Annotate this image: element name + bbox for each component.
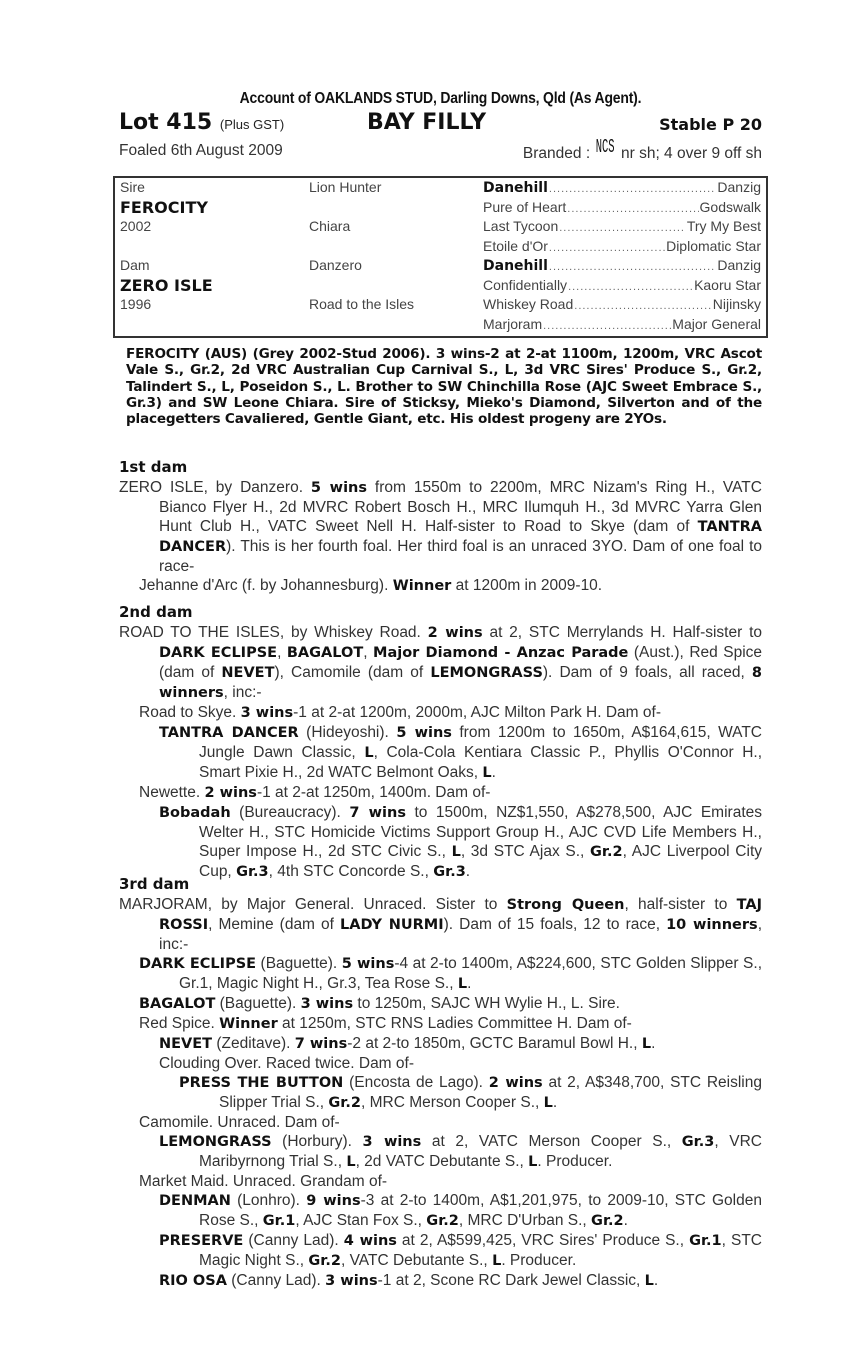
pedigree-paragraph: ROAD TO THE ISLES, by Whiskey Road. 2 wins at 2, STC Merrylands H. Half-sister to DARK ECLIPSE, BAGALOT, Major Diamond - Anzac Parade (Aust.), Red Spice (dam of NEVET), Camomile (dam of LEMONGRASS). Dam of 9 foals, all raced, 8 winners, inc:- — [119, 624, 763, 701]
ancestor-sire: Nijinsky — [712, 296, 761, 312]
pedigree-paragraph: Market Maid. Unraced. Grandam of- — [139, 1173, 388, 1190]
pedigree-paragraph: Road to Skye. 3 wins-1 at 2-at 1200m, 2000m, AJC Milton Park H. Dam of- — [139, 704, 661, 721]
vendor-account: Account of OAKLANDS STUD, Darling Downs, Qld (As Agent). — [239, 90, 642, 107]
horse-type: BAY FILLY — [367, 110, 487, 135]
pedigree-paragraph: Red Spice. Winner at 1250m, STC RNS Ladies Committee H. Dam of- — [139, 1015, 632, 1032]
sire-description: FEROCITY (AUS) (Grey 2002-Stud 2006). 3 wins-2 at 2-at 1100m, 1200m, VRC Ascot Vale S., Gr.2, 2d VRC Australian Cup Carnival S., L, 3d VRC Sires' Produce S., Gr.2, Talindert S., L, Poseidon S., L. Brother to SW Chinchilla Rose (AJC Sweet Embrace S., Gr.3) and SW Leone Chiara. Sire of Sticksy, Mieko's Diamond, Silverton and of the placegetters Cavaliered, Gentle Giant, etc. His oldest progeny are 2YOs. — [126, 346, 762, 428]
sire-name: FEROCITY — [120, 197, 208, 217]
ancestor-sire: Try My Best — [686, 218, 761, 234]
stable-number: Stable P 20 — [659, 115, 762, 134]
pedigree-line — [483, 198, 761, 218]
lot-label: Lot 415 — [119, 110, 213, 135]
pedigree-cell: Dam — [120, 257, 150, 273]
ancestor-name: Etoile d'Or — [483, 237, 548, 254]
pedigree-line — [483, 237, 761, 257]
pedigree-cell: 1996 — [120, 296, 152, 312]
section-title: 2nd dam — [119, 603, 193, 621]
ancestor-name: Marjoram — [483, 315, 543, 332]
pedigree-paragraph: TANTRA DANCER (Hideyoshi). 5 wins from 1200m to 1650m, A$164,615, WATC Jungle Dawn Classic, L, Cola-Cola Kentiara Classic P., Phyllis O'Connor H., Smart Pixie H., 2d WATC Belmont Oaks, L. — [159, 724, 762, 781]
pedigree-paragraph: Jehanne d'Arc (f. by Johannesburg). Winner at 1200m in 2009-10. — [139, 577, 603, 594]
ancestor-name: Danehill — [483, 258, 548, 274]
pedigree-line — [483, 217, 761, 237]
pedigree-paragraph: RIO OSA (Canny Lad). 3 wins-1 at 2, Scone RC Dark Jewel Classic, L. — [159, 1272, 659, 1289]
pedigree-cell: 2002 — [120, 218, 152, 234]
lot-row — [119, 110, 762, 140]
pedigree-cell: Chiara — [309, 218, 351, 234]
dam-body — [119, 623, 762, 882]
pedigree-line — [483, 295, 761, 315]
branded-info — [522, 136, 762, 164]
ancestor-sire: Major General — [672, 315, 761, 332]
pedigree-cell — [309, 315, 479, 335]
pedigree-paragraph: Bobadah (Bureaucracy). 7 wins to 1500m, NZ$1,550, A$278,500, AJC Emirates Welter H., STC Homicide Victims Support Group H., AJC CVD Life Members H., Super Impose H., 2d STC Civic S., L, 3d STC Ajax S., Gr.2, AJC Liverpool City Cup, Gr.3, 4th STC Concorde S., Gr.3. — [159, 804, 763, 880]
leader-dots — [567, 200, 698, 220]
pedigree-paragraph: Clouding Over. Raced twice. Dam of- — [159, 1055, 414, 1072]
pedigree-paragraph: ZERO ISLE, by Danzero. 5 wins from 1550m to 2200m, MRC Nizam's Ring H., VATC Bianco Flyer H., 2d MVRC Robert Bosch H., MRC Ilumquh H., 3d MVRC Yarra Glen Hunt Club H., VATC Sweet Nell H. Half-sister to Road to Skye (dam of TANTRA DANCER). This is her fourth foal. Her third foal is an unraced 3YO. Dam of one foal to race- — [119, 479, 762, 575]
pedigree-cell — [309, 276, 479, 296]
gst-note: (Plus GST) — [219, 117, 285, 132]
pedigree-paragraph: DENMAN (Lonhro). 9 wins-3 at 2-to 1400m, A$1,201,975, to 2009-10, STC Golden Rose S., Gr.1, AJC Stan Fox S., Gr.2, MRC D'Urban S., Gr.2. — [159, 1192, 762, 1229]
pedigree-paragraph: LEMONGRASS (Horbury). 3 wins at 2, VATC Merson Cooper S., Gr.3, VRC Maribyrnong Trial S., L, 2d VATC Debutante S., L. Producer. — [159, 1133, 762, 1170]
leader-dots — [543, 317, 671, 337]
pedigree-paragraph: Camomile. Unraced. Dam of- — [139, 1114, 340, 1131]
ancestor-sire: Kaoru Star — [694, 276, 761, 293]
pedigree-paragraph: NEVET (Zeditave). 7 wins-2 at 2-to 1850m, GCTC Baramul Bowl H., L. — [159, 1035, 656, 1052]
ancestor-sire: Godswalk — [699, 198, 761, 215]
pedigree-col-grandparents — [309, 178, 479, 334]
pedigree-line — [483, 178, 761, 198]
pedigree-table — [113, 176, 768, 338]
second-dam-section — [119, 603, 762, 882]
ancestor-name: Confidentially — [483, 276, 568, 293]
pedigree-line — [483, 256, 761, 276]
ancestor-name: Danehill — [483, 180, 548, 196]
section-title: 1st dam — [119, 458, 188, 476]
ancestor-name: Whiskey Road — [483, 296, 574, 312]
ancestor-name: Pure of Heart — [483, 198, 567, 215]
leader-dots — [568, 278, 693, 298]
leader-dots — [549, 180, 717, 200]
foaled-date: Foaled 6th August 2009 — [119, 142, 283, 159]
pedigree-col-great-grandparents — [483, 178, 761, 334]
pedigree-paragraph: PRESERVE (Canny Lad). 4 wins at 2, A$599,425, VRC Sires' Produce S., Gr.1, STC Magic Night S., Gr.2, VATC Debutante S., L. Producer. — [159, 1232, 762, 1269]
foal-row — [119, 136, 762, 164]
section-title: 3rd dam — [119, 875, 190, 893]
leader-dots — [549, 258, 717, 278]
pedigree-cell — [309, 237, 479, 257]
pedigree-cell: Road to the Isles — [309, 296, 415, 312]
leader-dots — [549, 239, 665, 259]
brand-mark-icon: NCS — [596, 136, 615, 158]
pedigree-col-parents — [120, 178, 300, 334]
first-dam-section — [119, 458, 762, 596]
ancestor-sire: Danzig — [717, 179, 761, 195]
pedigree-cell: Danzero — [309, 257, 362, 273]
third-dam-section — [119, 875, 762, 1291]
pedigree-paragraph: MARJORAM, by Major General. Unraced. Sister to Strong Queen, half-sister to TAJ ROSSI, Memine (dam of LADY NURMI). Dam of 15 foals, 12 to race, 10 winners, inc:- — [119, 896, 762, 953]
dam-body — [119, 478, 762, 596]
ancestor-sire: Danzig — [717, 257, 761, 273]
pedigree-cell — [120, 315, 300, 335]
dam-name: ZERO ISLE — [120, 275, 213, 295]
pedigree-cell — [309, 198, 479, 218]
ancestor-name: Last Tycoon — [483, 218, 559, 234]
pedigree-cell: Lion Hunter — [309, 179, 382, 195]
branded-detail: nr sh; 4 over 9 off sh — [620, 145, 762, 162]
pedigree-line — [483, 276, 761, 296]
pedigree-paragraph: Newette. 2 wins-1 at 2-at 1250m, 1400m. Dam of- — [139, 784, 491, 801]
lot-number — [119, 110, 284, 135]
pedigree-paragraph: PRESS THE BUTTON (Encosta de Lago). 2 wins at 2, A$348,700, STC Reisling Slipper Trial S., Gr.2, MRC Merson Cooper S., L. — [179, 1074, 762, 1111]
pedigree-paragraph: BAGALOT (Baguette). 3 wins to 1250m, SAJC WH Wylie H., L. Sire. — [139, 995, 620, 1012]
ancestor-sire: Diplomatic Star — [666, 237, 761, 254]
dam-body — [119, 895, 762, 1291]
branded-label: Branded : — [522, 145, 591, 162]
catalogue-header — [119, 90, 762, 164]
pedigree-paragraph: DARK ECLIPSE (Baguette). 5 wins-4 at 2-to 1400m, A$224,600, STC Golden Slipper S., Gr.1, Magic Night H., Gr.3, Tea Rose S., L. — [139, 955, 762, 992]
pedigree-cell — [120, 237, 300, 257]
pedigree-cell: Sire — [120, 179, 145, 195]
pedigree-line — [483, 315, 761, 335]
